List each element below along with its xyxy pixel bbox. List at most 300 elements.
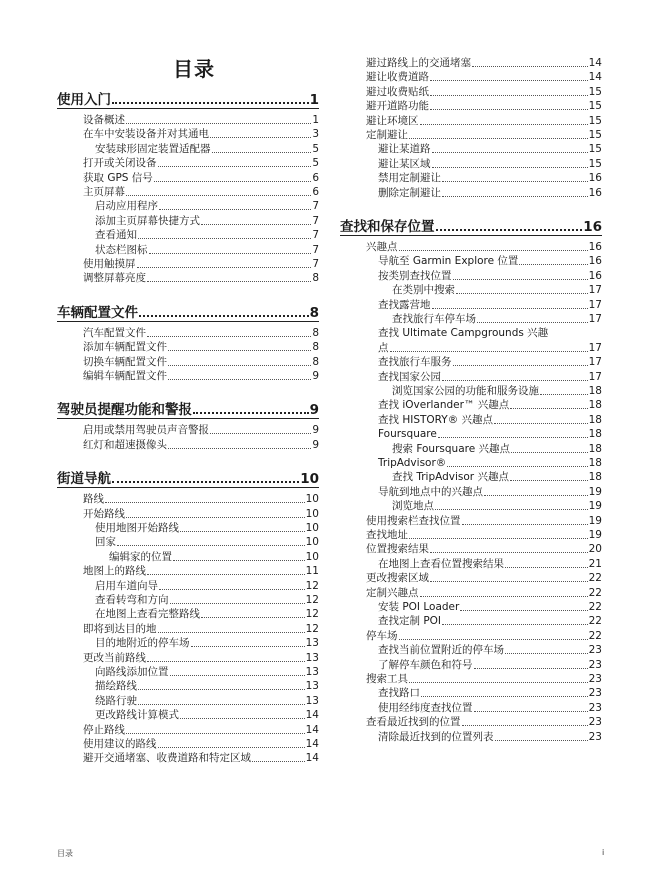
toc-page-number: 14 bbox=[305, 723, 319, 736]
toc-entry-title[interactable]: 查找 Ultimate Campgrounds 兴趣 bbox=[378, 327, 549, 340]
toc-entry[interactable] bbox=[83, 113, 319, 127]
toc-page-number: 14 bbox=[588, 57, 602, 69]
toc-leader-dots bbox=[126, 733, 305, 734]
toc-page-number: 19 bbox=[588, 500, 602, 513]
toc-entry-title: 查找 iOverlander™ 兴趣点 bbox=[378, 399, 510, 412]
toc-entry[interactable] bbox=[366, 128, 602, 142]
toc-leader-dots bbox=[540, 394, 588, 395]
toc-entry[interactable] bbox=[392, 384, 602, 398]
toc-leader-dots bbox=[453, 365, 588, 366]
toc-entry-title: 启用或禁用驾驶员声音警报 bbox=[83, 424, 209, 437]
toc-entry[interactable] bbox=[95, 636, 319, 650]
toc-leader-dots bbox=[180, 531, 305, 532]
toc-entry-title: 删除定制避让 bbox=[378, 186, 441, 199]
toc-entry-title: 回家 bbox=[95, 536, 116, 549]
toc-page-number: 7 bbox=[312, 243, 319, 256]
toc-entry-title: 点 bbox=[378, 341, 389, 354]
toc-leader-dots bbox=[432, 167, 588, 168]
toc-entry-title: 清除最近找到的位置列表 bbox=[378, 730, 494, 743]
toc-page-number: 22 bbox=[588, 629, 602, 642]
toc-leader-dots bbox=[158, 747, 305, 748]
toc-entry-title: 停止路线 bbox=[83, 723, 125, 736]
toc-entry-title: 主页屏幕 bbox=[83, 186, 125, 198]
toc-leader-dots bbox=[435, 509, 588, 510]
toc-entry-title: 兴趣点 bbox=[366, 241, 398, 253]
toc-entry-title: 查看最近找到的位置 bbox=[366, 716, 461, 729]
toc-entry[interactable] bbox=[378, 157, 602, 171]
toc-page-number: 12 bbox=[305, 594, 319, 606]
toc-leader-dots bbox=[510, 480, 588, 481]
toc-leader-dots bbox=[519, 264, 587, 265]
toc-page-number: 22 bbox=[588, 601, 602, 613]
toc-page-number: 23 bbox=[588, 716, 602, 729]
toc-entry[interactable] bbox=[392, 499, 602, 513]
toc-leader-dots bbox=[159, 209, 311, 210]
toc-page-number: 17 bbox=[588, 298, 602, 311]
toc-entry-title: 设备概述 bbox=[83, 114, 125, 126]
toc-leader-dots bbox=[191, 646, 305, 647]
toc-page-number: 9 bbox=[312, 370, 319, 382]
toc-section[interactable] bbox=[57, 91, 319, 109]
toc-entry[interactable] bbox=[83, 326, 319, 340]
toc-page-number: 10 bbox=[305, 493, 319, 506]
toc-page-number: 12 bbox=[305, 608, 319, 621]
toc-leader-dots bbox=[484, 495, 588, 496]
toc-entry-title: Foursquare bbox=[378, 428, 437, 441]
toc-page-number: 10 bbox=[305, 522, 319, 534]
toc-entry-title: 查找旅行车停车场 bbox=[392, 313, 476, 325]
toc-page-number: 17 bbox=[588, 370, 602, 383]
toc-entry[interactable] bbox=[83, 622, 319, 636]
toc-page-number: 16 bbox=[588, 186, 602, 199]
toc-leader-dots bbox=[252, 761, 305, 762]
toc-entry-title: 查找露营地 bbox=[378, 298, 431, 311]
toc-entry-title: 查找 TripAdvisor 兴趣点 bbox=[392, 471, 509, 484]
toc-leader-dots bbox=[180, 718, 305, 719]
toc-page-number: 17 bbox=[588, 356, 602, 369]
toc-page-number: 11 bbox=[305, 565, 319, 578]
toc-entry[interactable] bbox=[366, 571, 602, 585]
toc-leader-dots bbox=[210, 137, 311, 138]
toc-entry[interactable] bbox=[378, 701, 602, 715]
toc-entry[interactable] bbox=[392, 283, 602, 297]
toc-page-number: 9 bbox=[309, 402, 319, 419]
toc-entry-title: 安装 POI Loader bbox=[378, 601, 460, 613]
toc-leader-dots bbox=[453, 279, 588, 280]
toc-leader-dots bbox=[201, 617, 305, 618]
toc-entry[interactable] bbox=[83, 355, 319, 369]
toc-leader-dots bbox=[138, 238, 311, 239]
toc-entry[interactable] bbox=[83, 369, 319, 383]
toc-entry[interactable] bbox=[378, 456, 602, 470]
toc-entry[interactable] bbox=[378, 730, 602, 744]
toc-leader-dots bbox=[399, 250, 588, 251]
toc-entry[interactable] bbox=[366, 114, 602, 128]
toc-entry-title: 打开或关闭设备 bbox=[83, 157, 157, 170]
toc-leader-dots bbox=[154, 181, 312, 182]
toc-leader-dots bbox=[494, 423, 588, 424]
toc-leader-dots bbox=[158, 166, 312, 167]
toc-page-number: 18 bbox=[588, 399, 602, 412]
toc-entry[interactable] bbox=[109, 550, 319, 564]
toc-entry-title: 汽车配置文件 bbox=[83, 326, 146, 339]
toc-entry-title: 编辑车辆配置文件 bbox=[83, 370, 167, 382]
toc-page-number: 13 bbox=[305, 694, 319, 707]
toc-leader-dots bbox=[430, 109, 588, 110]
toc-leader-dots bbox=[126, 123, 311, 124]
toc-entry-title: 启用车道向导 bbox=[95, 579, 158, 592]
toc-entry[interactable] bbox=[378, 142, 602, 156]
page-title: 目录 bbox=[173, 57, 215, 81]
toc-page-number: 6 bbox=[312, 171, 319, 184]
toc-leader-dots bbox=[147, 336, 311, 337]
toc-entry-title: 地图上的路线 bbox=[83, 565, 146, 578]
toc-entry-title: 按类别查找位置 bbox=[378, 269, 452, 282]
toc-leader-dots bbox=[460, 610, 587, 611]
toc-entry-title: 在地图上查看位置搜索结果 bbox=[378, 557, 504, 570]
toc-entry-title: 避开交通堵塞、收费道路和特定区域 bbox=[83, 752, 251, 765]
toc-leader-dots bbox=[105, 502, 305, 503]
toc-entry[interactable] bbox=[378, 298, 602, 312]
toc-entry-title: 使用经纬度查找位置 bbox=[378, 701, 473, 714]
toc-leader-dots bbox=[430, 581, 588, 582]
toc-page-number: 7 bbox=[312, 214, 319, 227]
toc-entry-title: 向路线添加位置 bbox=[95, 666, 169, 678]
toc-entry-title: 避开道路功能 bbox=[366, 100, 429, 113]
toc-entry-title: 查找旅行车服务 bbox=[378, 356, 452, 369]
toc-page-number: 23 bbox=[588, 644, 602, 657]
toc-entry[interactable] bbox=[378, 398, 602, 412]
toc-page-number: 3 bbox=[312, 128, 319, 141]
toc-entry[interactable] bbox=[366, 70, 602, 84]
toc-entry-title: 搜索工具 bbox=[366, 673, 408, 685]
toc-entry[interactable] bbox=[366, 85, 602, 99]
toc-entry-title: 导航到地点中的兴趣点 bbox=[378, 485, 483, 498]
footer-left: 目录 bbox=[57, 849, 73, 858]
toc-entry-title: 更改当前路线 bbox=[83, 651, 146, 664]
toc-entry-title: 切换车辆配置文件 bbox=[83, 355, 167, 368]
toc-leader-dots bbox=[432, 152, 588, 153]
toc-leader-dots bbox=[212, 152, 312, 153]
toc-entry[interactable] bbox=[366, 586, 602, 600]
toc-leader-dots bbox=[173, 560, 305, 561]
toc-leader-dots bbox=[442, 181, 588, 182]
toc-leader-dots bbox=[510, 408, 587, 409]
toc-entry-title: 查看通知 bbox=[95, 229, 137, 242]
toc-entry-title: 街道导航 bbox=[57, 471, 111, 488]
toc-leader-dots bbox=[432, 308, 588, 309]
toc-page-number: 18 bbox=[588, 471, 602, 484]
toc-entry-title: 避让环境区 bbox=[366, 114, 419, 127]
toc-entry[interactable] bbox=[95, 579, 319, 593]
toc-entry[interactable] bbox=[95, 694, 319, 708]
toc-entry[interactable] bbox=[83, 438, 319, 452]
toc-leader-dots bbox=[409, 538, 588, 539]
toc-page-number: 9 bbox=[312, 438, 319, 451]
toc-page-number: 5 bbox=[312, 157, 319, 170]
toc-entry-title: 目的地附近的停车场 bbox=[95, 637, 190, 650]
toc-entry[interactable] bbox=[95, 228, 319, 242]
toc-entry[interactable] bbox=[95, 708, 319, 722]
toc-page-number: 22 bbox=[588, 586, 602, 599]
toc-leader-dots bbox=[168, 365, 311, 366]
toc-entry-title: 调整屏幕亮度 bbox=[83, 272, 146, 285]
toc-entry[interactable] bbox=[83, 737, 319, 751]
toc-page-number: 15 bbox=[588, 157, 602, 170]
toc-leader-dots bbox=[168, 379, 311, 380]
toc-leader-dots bbox=[399, 639, 588, 640]
toc-leader-dots bbox=[421, 696, 588, 697]
toc-leader-dots bbox=[438, 437, 588, 438]
toc-entry[interactable] bbox=[83, 340, 319, 354]
toc-entry-title: 在类别中搜索 bbox=[392, 284, 455, 297]
toc-entry[interactable] bbox=[83, 423, 319, 437]
toc-entry[interactable] bbox=[378, 370, 602, 384]
toc-entry[interactable] bbox=[83, 492, 319, 506]
toc-page-number: 14 bbox=[588, 71, 602, 84]
toc-entry-title: 浏览国家公园的功能和服务设施 bbox=[392, 385, 539, 397]
toc-entry[interactable] bbox=[95, 665, 319, 679]
toc-page-number: 10 bbox=[300, 471, 319, 488]
toc-entry[interactable] bbox=[95, 679, 319, 693]
toc-page-number: 18 bbox=[588, 442, 602, 455]
toc-leader-dots bbox=[474, 711, 588, 712]
toc-leader-dots bbox=[117, 545, 305, 546]
toc-entry-title: 禁用定制避让 bbox=[378, 172, 441, 185]
toc-entry[interactable] bbox=[95, 535, 319, 549]
toc-entry[interactable] bbox=[378, 355, 602, 369]
toc-entry[interactable] bbox=[366, 715, 602, 729]
toc-entry[interactable] bbox=[95, 214, 319, 228]
toc-page-number: 18 bbox=[588, 413, 602, 426]
toc-page-number: 7 bbox=[312, 229, 319, 242]
toc-page-number: 23 bbox=[588, 658, 602, 671]
toc-leader-dots bbox=[495, 740, 588, 741]
toc-leader-dots bbox=[138, 704, 305, 705]
toc-entry[interactable] bbox=[95, 607, 319, 621]
toc-entry-title: 添加车辆配置文件 bbox=[83, 341, 167, 354]
toc-entry-title: 即将到达目的地 bbox=[83, 622, 157, 635]
toc-entry[interactable] bbox=[83, 127, 319, 141]
toc-entry[interactable] bbox=[378, 171, 602, 185]
toc-entry[interactable] bbox=[392, 312, 602, 326]
toc-entry-title: 获取 GPS 信号 bbox=[83, 171, 153, 184]
toc-entry[interactable] bbox=[378, 600, 602, 614]
toc-leader-dots bbox=[430, 95, 588, 96]
toc-entry[interactable] bbox=[392, 470, 602, 484]
toc-entry-title: 在地图上查看完整路线 bbox=[95, 608, 200, 621]
toc-entry[interactable] bbox=[95, 199, 319, 213]
toc-section[interactable] bbox=[57, 470, 319, 488]
toc-entry[interactable] bbox=[378, 269, 602, 283]
toc-entry[interactable] bbox=[95, 142, 319, 156]
toc-leader-dots bbox=[201, 224, 311, 225]
toc-page-number: 18 bbox=[588, 385, 602, 397]
toc-entry[interactable] bbox=[95, 521, 319, 535]
toc-entry-title: 在车中安装设备并对其通电 bbox=[83, 128, 209, 141]
toc-leader-dots bbox=[430, 552, 588, 553]
toc-leader-dots bbox=[409, 682, 588, 683]
toc-leader-dots bbox=[442, 196, 588, 197]
toc-entry[interactable] bbox=[366, 99, 602, 113]
toc-page-number: 23 bbox=[588, 673, 602, 685]
toc-page-number: 15 bbox=[588, 114, 602, 127]
toc-page-number: 21 bbox=[588, 557, 602, 570]
toc-entry-title: 查找地址 bbox=[366, 529, 408, 541]
toc-section[interactable] bbox=[57, 401, 319, 419]
toc-leader-dots bbox=[462, 725, 588, 726]
toc-entry[interactable] bbox=[95, 593, 319, 607]
toc-page-number: 13 bbox=[305, 637, 319, 650]
toc-entry[interactable] bbox=[366, 528, 602, 542]
toc-entry-title: TripAdvisor® bbox=[378, 457, 447, 469]
toc-page-number: 1 bbox=[312, 114, 319, 126]
toc-entry[interactable] bbox=[378, 614, 602, 628]
toc-leader-dots bbox=[472, 66, 588, 67]
toc-entry[interactable] bbox=[83, 271, 319, 285]
toc-page-number: 14 bbox=[305, 709, 319, 722]
toc-leader-dots bbox=[126, 195, 311, 196]
toc-entry[interactable] bbox=[366, 672, 602, 686]
toc-entry[interactable] bbox=[83, 564, 319, 578]
toc-entry[interactable] bbox=[378, 413, 602, 427]
toc-entry-title: 状态栏图标 bbox=[95, 243, 148, 256]
toc-page-number: 14 bbox=[305, 752, 319, 765]
toc-entry-title: 避让收费道路 bbox=[366, 71, 429, 84]
toc-entry-title: 避过路线上的交通堵塞 bbox=[366, 57, 471, 69]
toc-entry[interactable] bbox=[378, 254, 602, 268]
toc-section[interactable] bbox=[340, 218, 602, 236]
toc-entry-title: 使用搜索栏查找位置 bbox=[366, 514, 461, 527]
toc-page-number: 22 bbox=[588, 615, 602, 628]
toc-leader-dots bbox=[505, 653, 588, 654]
toc-page-number: 19 bbox=[588, 514, 602, 527]
toc-entry-title: 避过收费贴纸 bbox=[366, 85, 429, 98]
toc-entry-title: 查找和保存位置 bbox=[340, 219, 435, 235]
toc-page-number: 15 bbox=[588, 100, 602, 113]
toc-entry-title: 查找 HISTORY® 兴趣点 bbox=[378, 413, 494, 426]
toc-entry[interactable] bbox=[378, 557, 602, 571]
toc-page-number: 15 bbox=[588, 85, 602, 98]
toc-page-number: 8 bbox=[309, 304, 319, 321]
toc-entry-title: 查找定制 POI bbox=[378, 615, 442, 628]
toc-entry[interactable] bbox=[83, 751, 319, 765]
toc-page-number: 10 bbox=[305, 507, 319, 520]
toc-entry-title: 查找路口 bbox=[378, 687, 420, 700]
toc-leader-dots bbox=[193, 412, 309, 414]
toc-leader-dots bbox=[147, 574, 305, 575]
toc-entry-title: 描绘路线 bbox=[95, 680, 137, 693]
toc-entry-title: 使用触摸屏 bbox=[83, 258, 136, 270]
toc-entry[interactable] bbox=[366, 629, 602, 643]
toc-section[interactable] bbox=[57, 304, 319, 322]
toc-page-number: 8 bbox=[312, 272, 319, 285]
toc-entry[interactable] bbox=[378, 186, 602, 200]
toc-entry-title: 路线 bbox=[83, 493, 104, 506]
toc-entry-title: 定制兴趣点 bbox=[366, 586, 419, 599]
toc-page-number: 16 bbox=[588, 172, 602, 185]
toc-entry[interactable] bbox=[392, 442, 602, 456]
toc-page-number: 18 bbox=[588, 428, 602, 441]
toc-page-number: 12 bbox=[305, 579, 319, 592]
toc-entry[interactable] bbox=[83, 507, 319, 521]
toc-entry-title: 查找国家公园 bbox=[378, 370, 441, 383]
toc-leader-dots bbox=[168, 448, 311, 449]
toc-page-number: 7 bbox=[312, 200, 319, 213]
toc-leader-dots bbox=[442, 624, 588, 625]
toc-page-number: 16 bbox=[583, 219, 602, 235]
toc-page-number: 19 bbox=[588, 485, 602, 498]
toc-leader-dots bbox=[112, 481, 299, 483]
toc-leader-dots bbox=[147, 281, 311, 282]
toc-page-number: 8 bbox=[312, 355, 319, 368]
toc-entry-title: 查找当前位置附近的停车场 bbox=[378, 644, 504, 657]
toc-page-number: 13 bbox=[305, 680, 319, 693]
toc-entry[interactable] bbox=[83, 171, 319, 185]
toc-entry[interactable] bbox=[83, 723, 319, 737]
toc-entry[interactable] bbox=[366, 542, 602, 556]
toc-entry[interactable] bbox=[378, 485, 602, 499]
toc-leader-dots bbox=[168, 350, 311, 351]
toc-entry-title: 绕路行驶 bbox=[95, 694, 137, 707]
toc-page-number: 8 bbox=[312, 341, 319, 354]
toc-entry[interactable] bbox=[378, 686, 602, 700]
toc-entry[interactable] bbox=[366, 514, 602, 528]
toc-leader-dots bbox=[147, 661, 305, 662]
toc-entry-title: 更改路线计算模式 bbox=[95, 709, 179, 722]
toc-entry[interactable] bbox=[366, 56, 602, 70]
toc-leader-dots bbox=[149, 253, 312, 254]
toc-leader-dots bbox=[137, 267, 312, 268]
toc-entry[interactable] bbox=[378, 427, 602, 441]
toc-entry[interactable] bbox=[378, 658, 602, 672]
toc-page-number: 10 bbox=[305, 536, 319, 549]
toc-page-number: 18 bbox=[588, 457, 602, 469]
toc-leader-dots bbox=[420, 596, 588, 597]
footer-right: i bbox=[602, 848, 605, 857]
toc-entry-title: 浏览地点 bbox=[392, 500, 434, 513]
toc-page-number: 14 bbox=[305, 738, 319, 750]
toc-entry-title: 了解停车颜色和符号 bbox=[378, 658, 473, 671]
toc-page-number: 16 bbox=[588, 241, 602, 253]
toc-page-number: 15 bbox=[588, 129, 602, 141]
toc-page-number: 1 bbox=[309, 92, 319, 108]
toc-page-number: 5 bbox=[312, 142, 319, 155]
toc-leader-dots bbox=[462, 524, 588, 525]
toc-entry-title: 定制避让 bbox=[366, 129, 408, 141]
toc-leader-dots bbox=[477, 322, 588, 323]
toc-entry[interactable] bbox=[83, 185, 319, 199]
toc-entry-title: 搜索 Foursquare 兴趣点 bbox=[392, 442, 511, 455]
toc-entry[interactable] bbox=[83, 651, 319, 665]
toc-page-number: 9 bbox=[312, 424, 319, 437]
toc-entry[interactable] bbox=[378, 643, 602, 657]
toc-entry[interactable] bbox=[83, 156, 319, 170]
toc-page-number: 22 bbox=[588, 572, 602, 585]
toc-entry-title: 避让某道路 bbox=[378, 143, 431, 156]
toc-page-number: 17 bbox=[588, 341, 602, 354]
toc-entry-title: 车辆配置文件 bbox=[57, 304, 138, 321]
toc-entry[interactable] bbox=[366, 240, 602, 254]
toc-leader-dots bbox=[442, 380, 588, 381]
toc-entry[interactable] bbox=[95, 243, 319, 257]
toc-page-number: 20 bbox=[588, 543, 602, 556]
toc-entry-title: 驾驶员提醒功能和警报 bbox=[57, 402, 192, 419]
toc-entry[interactable] bbox=[378, 341, 602, 355]
toc-page-number: 23 bbox=[588, 730, 602, 743]
toc-entry[interactable] bbox=[83, 257, 319, 271]
toc-leader-dots bbox=[158, 632, 305, 633]
